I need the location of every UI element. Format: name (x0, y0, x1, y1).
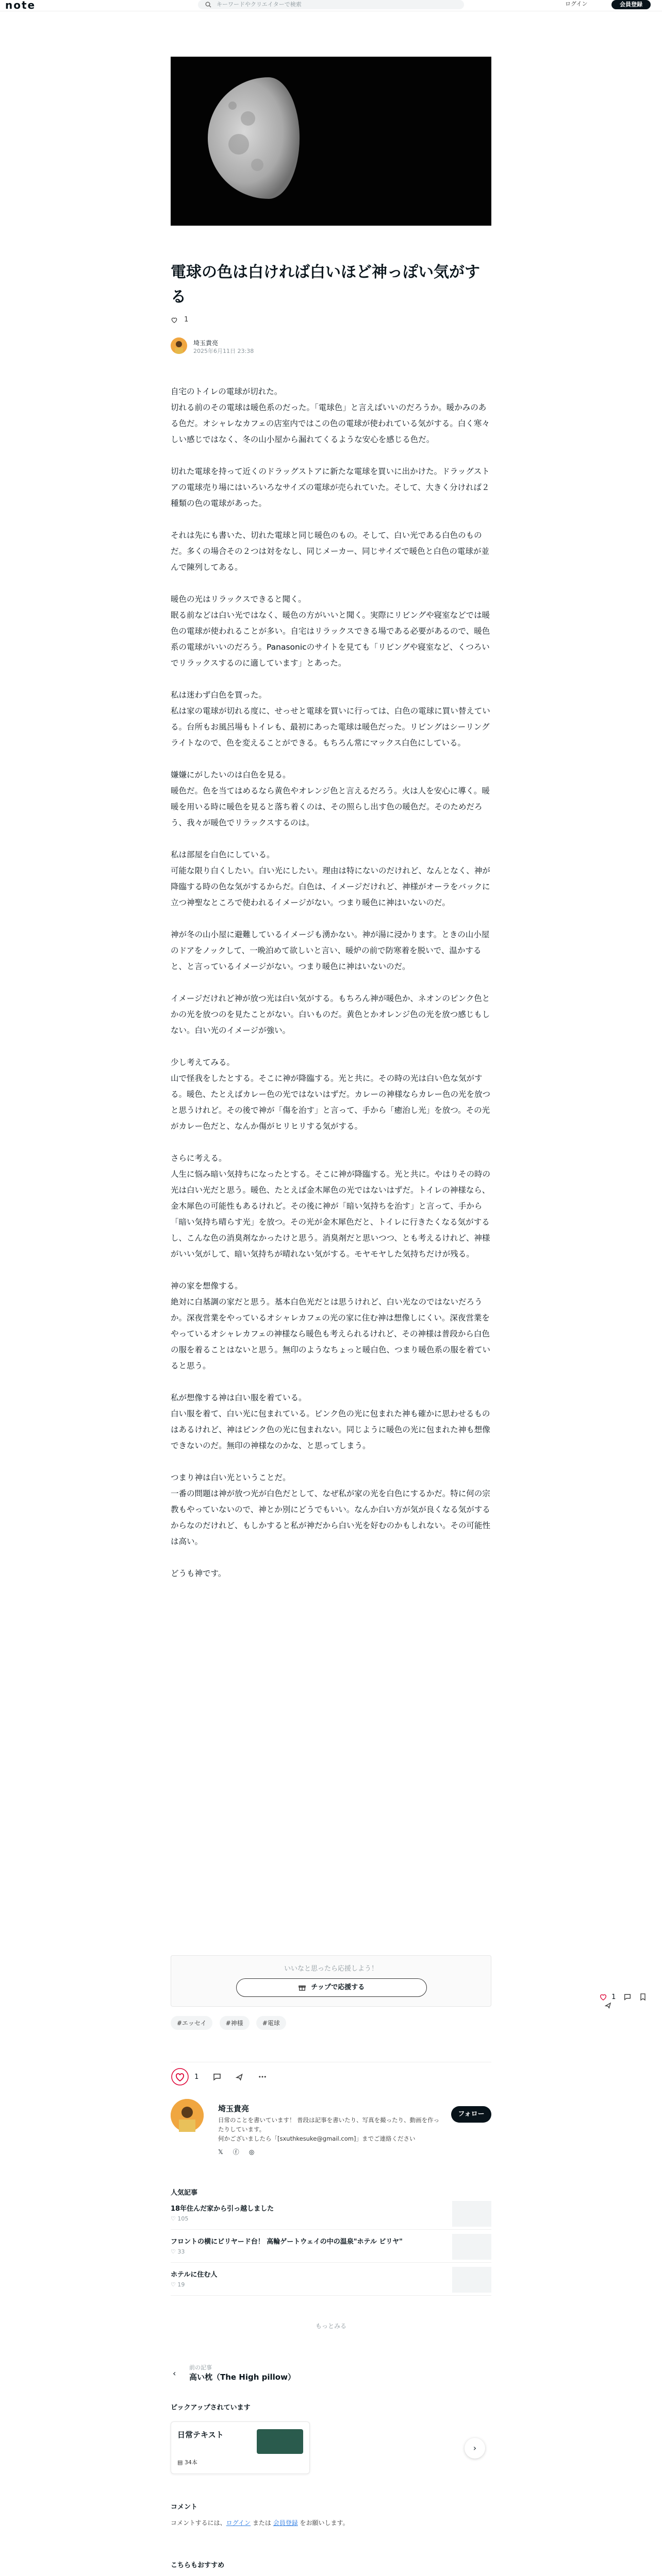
signup-button[interactable]: 会員登録 (611, 0, 651, 9)
tag-list (171, 2016, 290, 2030)
popular-articles (171, 2187, 491, 2296)
heart-icon[interactable] (599, 1993, 607, 2001)
popular-item[interactable] (171, 2263, 491, 2296)
magazine-card[interactable] (171, 2421, 310, 2474)
article-paragraph: 切れた電球を持って近くのドラッグストアに新たな電球を買いに出かけた。ドラッグストアの電球売り場にはいろいろなサイズの電球が売られていた。そして、大きく分ければ２種類の色の電球があった。 (171, 467, 490, 508)
comments-desc: コメントするには、ログイン または 会員登録 をお願いします。 (171, 2519, 349, 2527)
share-icon[interactable] (604, 2001, 613, 2009)
search-input[interactable] (198, 0, 464, 9)
comment-icon[interactable] (623, 1993, 632, 2001)
chevron-left-icon: ‹ (173, 2368, 176, 2378)
popular-item-thumbnail[interactable] (452, 2267, 491, 2293)
article-paragraph: 私は部屋を白色にしている。 可能な限り白くしたい。白い光にしたい。理由は特にないのだけれど、なんとなく、神が降臨する時の色な気がするからだ。白色は、イメージだけれど、神様がオーラをバックに立つ神聖なところで使われるイメージがない。つまり暖色に神はいないのだ。 (171, 850, 490, 907)
popular-item-thumbnail[interactable] (452, 2234, 491, 2260)
article-title: 電球の色は白ければ白いほど神っぽい気がする (171, 263, 480, 306)
article-paragraph: つまり神は白い光ということだ。 一番の問題は神が放つ光が白色だとして、なぜ私が家の光を白色にするかだ。特に何の宗教もやっていないので、神とか別にどうでもいい。なんか白い方が気が良くなる気がするからなのだけれど、もしかすると私が神だから白い光を好むのかもしれない。その可能性は高い。 (171, 1473, 491, 1546)
tip-box (171, 1955, 491, 2007)
bookmark-icon[interactable] (639, 1993, 647, 2001)
tag-god[interactable]: #神様 (220, 2016, 250, 2030)
article-paragraph: 神の家を想像する。 絶対に白基調の家だと思う。基本白色光だとは思うけれど、白い光なのではないだろうか。深夜営業をやっているオシャレカフェの光の家に住む神は想像しにくい。深夜営業をやっているオシャレカフェの神様なら暖色も考えられるけれど、その神様は普段から白色の服を着ることはないと思う。無印のようなちょっと暖白色、つまり暖色系の服を着ていると思う。 (171, 1281, 491, 1370)
article-paragraph: どうも神です。 (171, 1569, 226, 1578)
heart-icon (171, 316, 178, 324)
tip-button[interactable] (236, 1978, 427, 1997)
article-paragraph: 私が想像する神は白い服を着ている。 白い服を着て、白い光に包まれている。ピンク色の光に包まれた神も確かに思わせるものはあるけれど、神はピンク色の光に包まれない。同じように暖色の光に包まれた神も想像できないのだ。無印の神様なのかな、と思ってしまう。 (171, 1393, 490, 1450)
comments-heading: コメント (171, 2503, 198, 2511)
comments-section (171, 2501, 491, 2527)
article-paragraph: 私は迷わず白色を買った。 私は家の電球が切れる度に、せっせと電球を買いに行っては、白色の電球に買い替えている。台所もお風呂場もトイレも、最初にあった電球は暖色だった。リビングはシーリングライトなので、色を変えることができる。もちろん常にマックス白色にしている。 (171, 690, 490, 748)
popular-item-likes: ♡ 33 (171, 2248, 185, 2255)
more-popular-link[interactable]: もっとみる (315, 2323, 346, 2330)
magazine-title: 日常テキスト (177, 2430, 224, 2439)
note-logo[interactable]: note (5, 0, 36, 11)
tag-bulb[interactable]: #電球 (256, 2016, 286, 2030)
comment-icon[interactable] (212, 2072, 222, 2081)
prev-title[interactable]: 高い枕（The High pillow） (189, 2372, 295, 2382)
article-body (171, 384, 491, 1598)
popular-heading: 人気記事 (171, 2189, 198, 2197)
floating-like-count: 1 (611, 1993, 616, 2001)
gift-icon (299, 1984, 306, 1991)
action-like-count: 1 (194, 2073, 199, 2081)
facebook-icon[interactable]: ⓕ (233, 2148, 239, 2156)
like-summary[interactable] (171, 316, 188, 324)
profile-avatar[interactable] (171, 2099, 204, 2132)
popular-item-title[interactable]: 18年住んだ家から引っ越しました (171, 2205, 274, 2213)
author-profile (171, 2099, 491, 2176)
login-link[interactable]: ログイン (565, 1, 588, 7)
popular-item-likes: ♡ 105 (171, 2215, 189, 2222)
publish-date: 2025年6月11日 23:38 (193, 348, 254, 354)
follow-button[interactable]: フォロー (451, 2106, 491, 2123)
tag-essay[interactable]: #エッセイ (171, 2016, 212, 2030)
floating-actions (599, 1993, 662, 2009)
popular-item-title[interactable]: フロントの横にビリヤード台！ 高輪ゲートウェイの中の温泉"ホテル ビリヤ" (171, 2238, 403, 2246)
recommendations (171, 2560, 491, 2569)
prev-label: 前の記事 (189, 2364, 212, 2371)
popular-item-title[interactable]: ホテルに住む人 (171, 2271, 218, 2279)
chevron-right-icon[interactable]: › (465, 2438, 485, 2459)
popular-item-thumbnail[interactable] (452, 2201, 491, 2227)
article-paragraph: 自宅のトイレの電球が切れた。 切れる前のその電球は暖色系のだった。「電球色」と言えばいいのだろうか。暖かみのある色だ。オシャレなカフェの店室内ではこの色の電球が使われている気がする。白く寒々しい感じではなく、冬の山小屋から漏れてくるような安心を感じる色だ。 (171, 387, 490, 444)
comments-login-link[interactable]: ログイン (226, 2519, 251, 2527)
popular-item[interactable] (171, 2197, 491, 2230)
popular-item-likes: ♡ 19 (171, 2281, 185, 2288)
prev-article[interactable] (171, 2361, 491, 2392)
profile-description: 日常のことを書いています！ 普段は記事を書いたり、写真を撮ったり、動画を作ったりしています。 何かございましたら「[sxuthkesuke@gmail.com]」までご連絡ください (218, 2116, 440, 2142)
magazine-count: ▤ 34本 (177, 2459, 197, 2466)
site-header (0, 0, 662, 11)
article-paragraph: イメージだけれど神が放つ光は白い気がする。もちろん神が暖色か、ネオンのピンク色とかの光を放つのを見たことがない。白いものだ。黄色とかオレンジ色の光を放つ感じもしない。白い光のイメージが強い。 (171, 994, 490, 1035)
article-paragraph: さらに考える。 人生に悩み暗い気持ちになったとする。そこに神が降臨する。光と共に。やはりその時の光は白い光だと思う。暖色、たとえば金木犀色の光ではないはずだ。トイレの神様なら、金木犀色の可能性もあるけれど。その後に神が「暗い気持ちを治す」と言って、手から「暗い気持ち晴らす光」を放つ。その光が金木犀色だと、トイレに行きたくなる気がするし、こんな色の消臭剤なかったけと思う。消臭剤だと思いつつ、とも考えるけれど、神様がいい気がして、暗い気持ちが晴れない気がする。モヤモヤした気持ちだけが残る。 (171, 1154, 491, 1259)
article-paragraph: 嫌嫌にがしたいのは白色を見る。 暖色だ。色を当てはめるなら黄色やオレンジ色と言えるだろう。火は人を安心に導く。暖暖を用いる時に暖色を見ると落ち着くのは、その照らし出す色の暖色だ。そのためだろう、我々が暖色でリラックスするのは。 (171, 770, 490, 827)
pickup-section (171, 2402, 491, 2466)
tip-prompt: いいなと思ったら応援しよう！ (284, 1965, 378, 1973)
author-name[interactable]: 埼玉貴亮 (193, 340, 219, 347)
profile-name[interactable]: 埼玉貴亮 (218, 2104, 250, 2113)
pickup-heading: ピックアップされています (171, 2404, 251, 2412)
magazine-thumbnail (257, 2429, 303, 2454)
popular-item[interactable] (171, 2230, 491, 2263)
search-placeholder: キーワードやクリエイターで検索 (217, 1, 302, 8)
author-avatar[interactable] (171, 337, 187, 354)
instagram-icon[interactable]: ◎ (249, 2148, 255, 2156)
action-bar (171, 2062, 491, 2082)
like-count: 1 (184, 316, 189, 324)
heart-icon[interactable] (171, 2067, 189, 2086)
article-paragraph: それは先にも書いた、切れた電球と同じ暖色のもの。そして、白い光である白色のものだ。多くの場合その２つは対をなし、同じメーカー、同じサイズで暖色と白色の電球が並んで陳列してある。 (171, 531, 489, 572)
share-icon[interactable] (235, 2072, 244, 2081)
hero-image-moon (171, 57, 491, 226)
article-paragraph: 神が冬の山小屋に避難しているイメージも湧かない。神が湯に浸かります。ときの山小屋のドアをノックして、一晩泊めて欲しいと言い、暖炉の前で防寒着を脱いで、温かすると、と言っているイメージがない。つまり暖色に神はいないのだ。 (171, 930, 490, 971)
x-icon[interactable]: 𝕏 (218, 2148, 223, 2156)
article-paragraph: 暖色の光はリラックスできると聞く。 眠る前などは白い光ではなく、暖色の方がいいと聞く。実際にリビングや寝室などでは暖色の電球が使われることが多い。自宅はリラックスできる場である必要があるので、暖色系の電球がいいのだろう。Panasonicのサイトを見ても「リビングや寝室など、くつろいでリラックスするのに適しています」とあった。 (171, 595, 490, 668)
comments-signup-link[interactable]: 会員登録 (273, 2519, 298, 2527)
profile-social-links (218, 2146, 254, 2156)
recs-heading: こちらもおすすめ (171, 2562, 225, 2569)
tip-button-label: チップで応援する (311, 1984, 365, 1991)
article-paragraph: 少し考えてみる。 山で怪我をしたとする。そこに神が降臨する。光と共に。その時の光は白い色な気がする。暖色、たとえばカレー色の光ではないはずだ。カレーの神様ならカレー色の光を放つと思うけれど。その後で神が「傷を治す」と言って、手から「癒治し光」を放つ。その光がカレー色だと、なんか傷がヒリヒリする気がする。 (171, 1058, 491, 1131)
search-icon (205, 2, 211, 8)
more-icon[interactable] (258, 2072, 267, 2081)
